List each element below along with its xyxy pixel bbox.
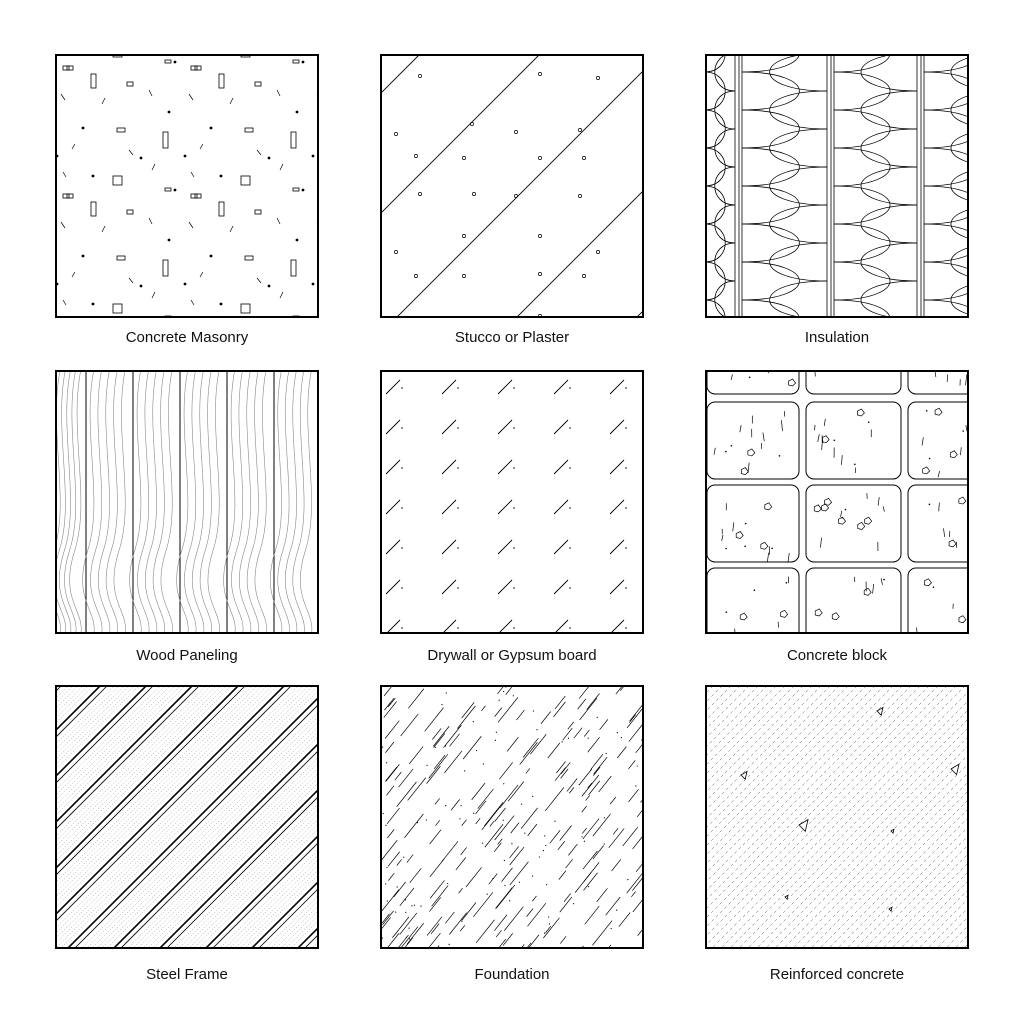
- concrete-block-pattern: [705, 370, 969, 634]
- insulation-pattern: [705, 54, 969, 318]
- swatch-concrete-masonry: [55, 54, 319, 318]
- swatch-drywall-or-gypsum-board: [380, 370, 644, 634]
- caption-concrete-block: Concrete block: [786, 647, 888, 664]
- caption-reinforced-concrete: Reinforced concrete: [769, 966, 905, 983]
- swatch-wood-paneling: [55, 370, 319, 634]
- foundation-pattern: [380, 685, 644, 949]
- concrete-masonry-pattern: [55, 54, 319, 318]
- caption-concrete-masonry: Concrete Masonry: [125, 329, 249, 346]
- drywall-or-gypsum-board-pattern: [380, 370, 644, 634]
- reinforced-concrete-pattern: [705, 685, 969, 949]
- caption-foundation: Foundation: [474, 966, 550, 983]
- swatch-foundation: [380, 685, 644, 949]
- swatch-stucco-or-plaster: [380, 54, 644, 318]
- stucco-or-plaster-pattern: [380, 54, 644, 318]
- caption-drywall-or-gypsum-board: Drywall or Gypsum board: [427, 647, 597, 664]
- swatch-insulation: [705, 54, 969, 318]
- swatch-reinforced-concrete: [705, 685, 969, 949]
- swatch-concrete-block: [705, 370, 969, 634]
- caption-steel-frame: Steel Frame: [146, 966, 228, 983]
- caption-stucco-or-plaster: Stucco or Plaster: [454, 329, 570, 346]
- wood-paneling-pattern: [55, 370, 319, 634]
- caption-wood-paneling: Wood Paneling: [136, 647, 238, 664]
- swatch-steel-frame: [55, 685, 319, 949]
- steel-frame-pattern: [55, 685, 319, 949]
- caption-insulation: Insulation: [804, 329, 870, 346]
